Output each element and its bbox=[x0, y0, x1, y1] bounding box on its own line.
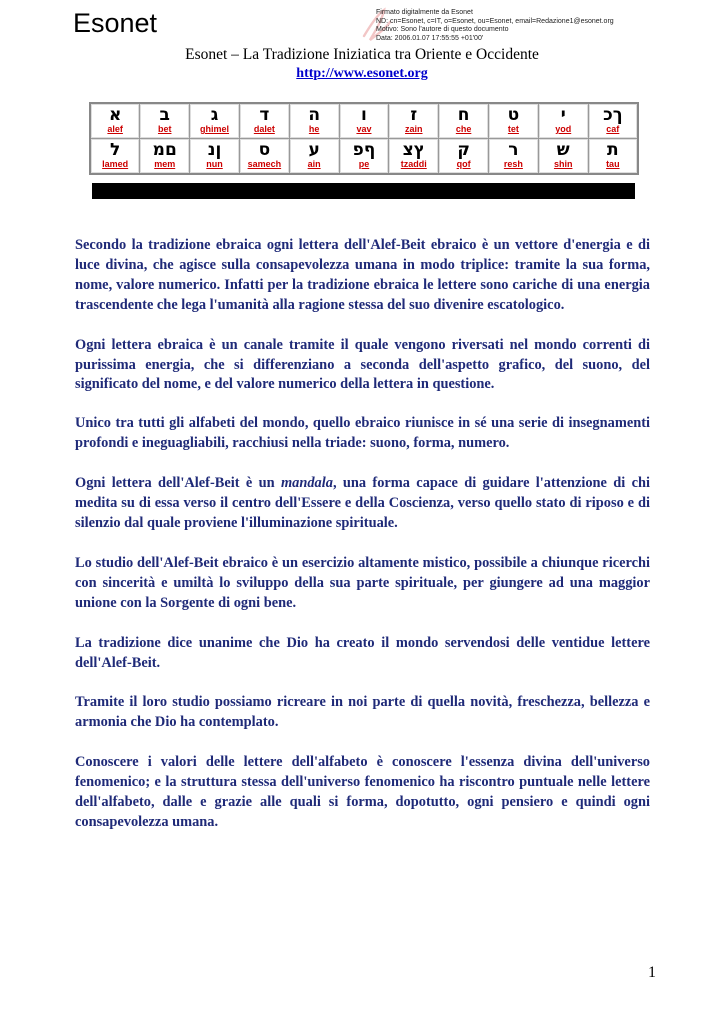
alphabet-row-1 bbox=[90, 103, 638, 139]
letter-cell-zain bbox=[389, 103, 439, 139]
body-paragraph: Secondo la tradizione ebraica ogni lettera dell'Alef-Beit ebraico è un vettore d'energia e di luce divina, che agisce sulla consapevolezza umana in modo triplice: tramite la sua forma, nome, valore numerico. Infatti per la tradizione ebraica le lettere sono cariche di una energia trascendente che lega l'umanità alla ragione stessa del suo divenire escatologico. bbox=[75, 237, 650, 313]
letter-name-link[interactable]: yod bbox=[555, 124, 572, 134]
letter-cell-che bbox=[439, 103, 489, 139]
hebrew-letter: ק bbox=[457, 140, 470, 160]
letter-cell-shin bbox=[538, 139, 588, 175]
emphasized-term: mandala bbox=[280, 475, 333, 492]
letter-name-link[interactable]: resh bbox=[503, 159, 523, 169]
paragraph-text: Ogni lettera dell'Alef-Beit è un bbox=[75, 475, 281, 492]
document-body bbox=[75, 236, 650, 853]
letter-name-link[interactable]: dalet bbox=[253, 124, 275, 134]
hebrew-letter: ל bbox=[110, 140, 121, 160]
letter-name-link[interactable]: tau bbox=[606, 159, 620, 169]
hebrew-letter: ךכ bbox=[603, 105, 623, 125]
hebrew-letter: ס bbox=[258, 140, 271, 160]
letter-name-link[interactable]: tet bbox=[507, 124, 519, 134]
letter-cell-caf bbox=[588, 103, 638, 139]
letter-cell-tau bbox=[588, 139, 638, 175]
letter-name-link[interactable]: shin bbox=[553, 159, 573, 169]
letter-name-link[interactable]: lamed bbox=[102, 159, 129, 169]
hebrew-letter: ה bbox=[308, 105, 320, 125]
letter-cell-pe bbox=[339, 139, 389, 175]
body-paragraph: Tramite il loro studio possiamo ricreare in noi parte di quella novità, freschezza, bellezza e armonia che Dio ha contemplato. bbox=[75, 694, 650, 731]
letter-name-link[interactable]: ain bbox=[307, 159, 321, 169]
hebrew-letter: ב bbox=[159, 105, 170, 125]
page-number: 1 bbox=[648, 964, 656, 981]
hebrew-letter: ץצ bbox=[402, 140, 425, 160]
letter-cell-ain bbox=[289, 139, 339, 175]
signature-line: Data: 2006.01.07 17:55:55 +01'00' bbox=[376, 34, 484, 42]
letter-cell-ghimel bbox=[190, 103, 240, 139]
hebrew-letter: םמ bbox=[152, 140, 177, 160]
paragraph-text: , una forma capace di guidare l'attenzione di chi medita su di essa verso il centro dell'Essere e della Coscienza, verso quello stato di riposo e di silenzio dal quale proviene l'illuminazione spirituale. bbox=[75, 475, 650, 531]
hebrew-letter: ןנ bbox=[207, 140, 222, 160]
signature-line: Firmato digitalmente da Esonet bbox=[376, 9, 473, 16]
letter-name-link[interactable]: vav bbox=[356, 124, 372, 134]
letter-cell-vav bbox=[339, 103, 389, 139]
signature-line: ND: cn=Esonet, c=IT, o=Esonet, ou=Esonet, email=Redazione1@esonet.org bbox=[376, 17, 614, 25]
signature-line: Motivo: Sono l'autore di questo documento bbox=[376, 26, 509, 34]
esonet-logo: Esonet bbox=[73, 8, 158, 38]
letter-cell-samech bbox=[239, 139, 289, 175]
digital-signature-block bbox=[376, 9, 706, 43]
letter-name-link[interactable]: alef bbox=[107, 124, 123, 134]
hebrew-alphabet-table bbox=[89, 102, 639, 175]
body-paragraph: Conoscere i valori delle lettere dell'alfabeto è conoscere l'essenza divina dell'universo fenomenico; e la struttura stessa dell'universo fenomenico ha riscontro puntuale nelle lettere dell'alfabeto, dalle e grazie alle quali si forma, dopotutto, ogni pensiero e quindi ogni consapevolezza umana. bbox=[75, 754, 650, 830]
letter-cell-resh bbox=[489, 139, 539, 175]
letter-name-link[interactable]: nun bbox=[206, 159, 223, 169]
letter-cell-mem bbox=[140, 139, 190, 175]
alphabet-row-2 bbox=[90, 139, 638, 175]
body-paragraph bbox=[75, 474, 650, 534]
hebrew-letter: ג bbox=[210, 105, 219, 125]
hebrew-letter: ע bbox=[308, 140, 320, 160]
body-paragraph: La tradizione dice unanime che Dio ha creato il mondo servendosi delle ventidue lettere dell'Alef-Beit. bbox=[75, 634, 650, 671]
letter-name-link[interactable]: bet bbox=[157, 124, 172, 134]
hebrew-letter: ש bbox=[556, 140, 570, 160]
black-divider-bar bbox=[92, 183, 635, 199]
letter-name-link[interactable]: zain bbox=[405, 124, 423, 134]
letter-name-link[interactable]: che bbox=[455, 124, 472, 134]
letter-cell-tzaddi bbox=[389, 139, 439, 175]
hebrew-letter: ט bbox=[507, 105, 520, 125]
website-link[interactable]: http://www.esonet.org bbox=[296, 66, 428, 81]
hebrew-letter: ח bbox=[457, 105, 470, 125]
letter-name-link[interactable]: he bbox=[308, 124, 320, 134]
hebrew-letter: י bbox=[560, 105, 566, 125]
letter-name-link[interactable]: tzaddi bbox=[400, 159, 427, 169]
letter-cell-qof bbox=[439, 139, 489, 175]
hebrew-letter: ד bbox=[259, 105, 270, 125]
body-paragraph: Unico tra tutti gli alfabeti del mondo, quello ebraico riunisce in sé una serie di insegnamenti profondi e ineguagliabili, racchiusi nella triade: suono, forma, numero. bbox=[75, 415, 650, 452]
hebrew-letter: ר bbox=[508, 140, 519, 160]
hebrew-letter: ז bbox=[410, 105, 418, 125]
letter-cell-lamed bbox=[90, 139, 140, 175]
letter-cell-dalet bbox=[239, 103, 289, 139]
letter-name-link[interactable]: caf bbox=[606, 124, 620, 134]
letter-cell-yod bbox=[538, 103, 588, 139]
hebrew-letter: ו bbox=[361, 105, 367, 125]
letter-name-link[interactable]: pe bbox=[358, 159, 370, 169]
letter-cell-nun bbox=[190, 139, 240, 175]
letter-cell-he bbox=[289, 103, 339, 139]
body-paragraph: Lo studio dell'Alef-Beit ebraico è un esercizio altamente mistico, possibile a chiunque ricerchi con sincerità e umiltà lo sviluppo della sua parte spirituale, per giungere ad una maggior unione con la Sorgente di ogni bene. bbox=[75, 554, 650, 611]
letter-cell-tet bbox=[489, 103, 539, 139]
letter-name-link[interactable]: samech bbox=[247, 159, 282, 169]
letter-name-link[interactable]: mem bbox=[154, 159, 176, 169]
hebrew-letter: א bbox=[108, 105, 122, 125]
hebrew-letter: ת bbox=[607, 140, 619, 160]
letter-name-link[interactable]: qof bbox=[456, 159, 471, 169]
hebrew-letter: ףפ bbox=[352, 140, 376, 160]
letter-cell-alef bbox=[90, 103, 140, 139]
letter-name-link[interactable]: ghimel bbox=[200, 124, 230, 134]
document-header-title: Esonet – La Tradizione Iniziatica tra Oriente e Occidente bbox=[185, 46, 539, 63]
body-paragraph: Ogni lettera ebraica è un canale tramite il quale vengono riversati nel mondo correnti di purissima energia, che si differenziano a seconda dell'aspetto grafico, del suono, del significato del nome, e del valore numerico della lettera in questione. bbox=[75, 336, 650, 393]
letter-cell-bet bbox=[140, 103, 190, 139]
